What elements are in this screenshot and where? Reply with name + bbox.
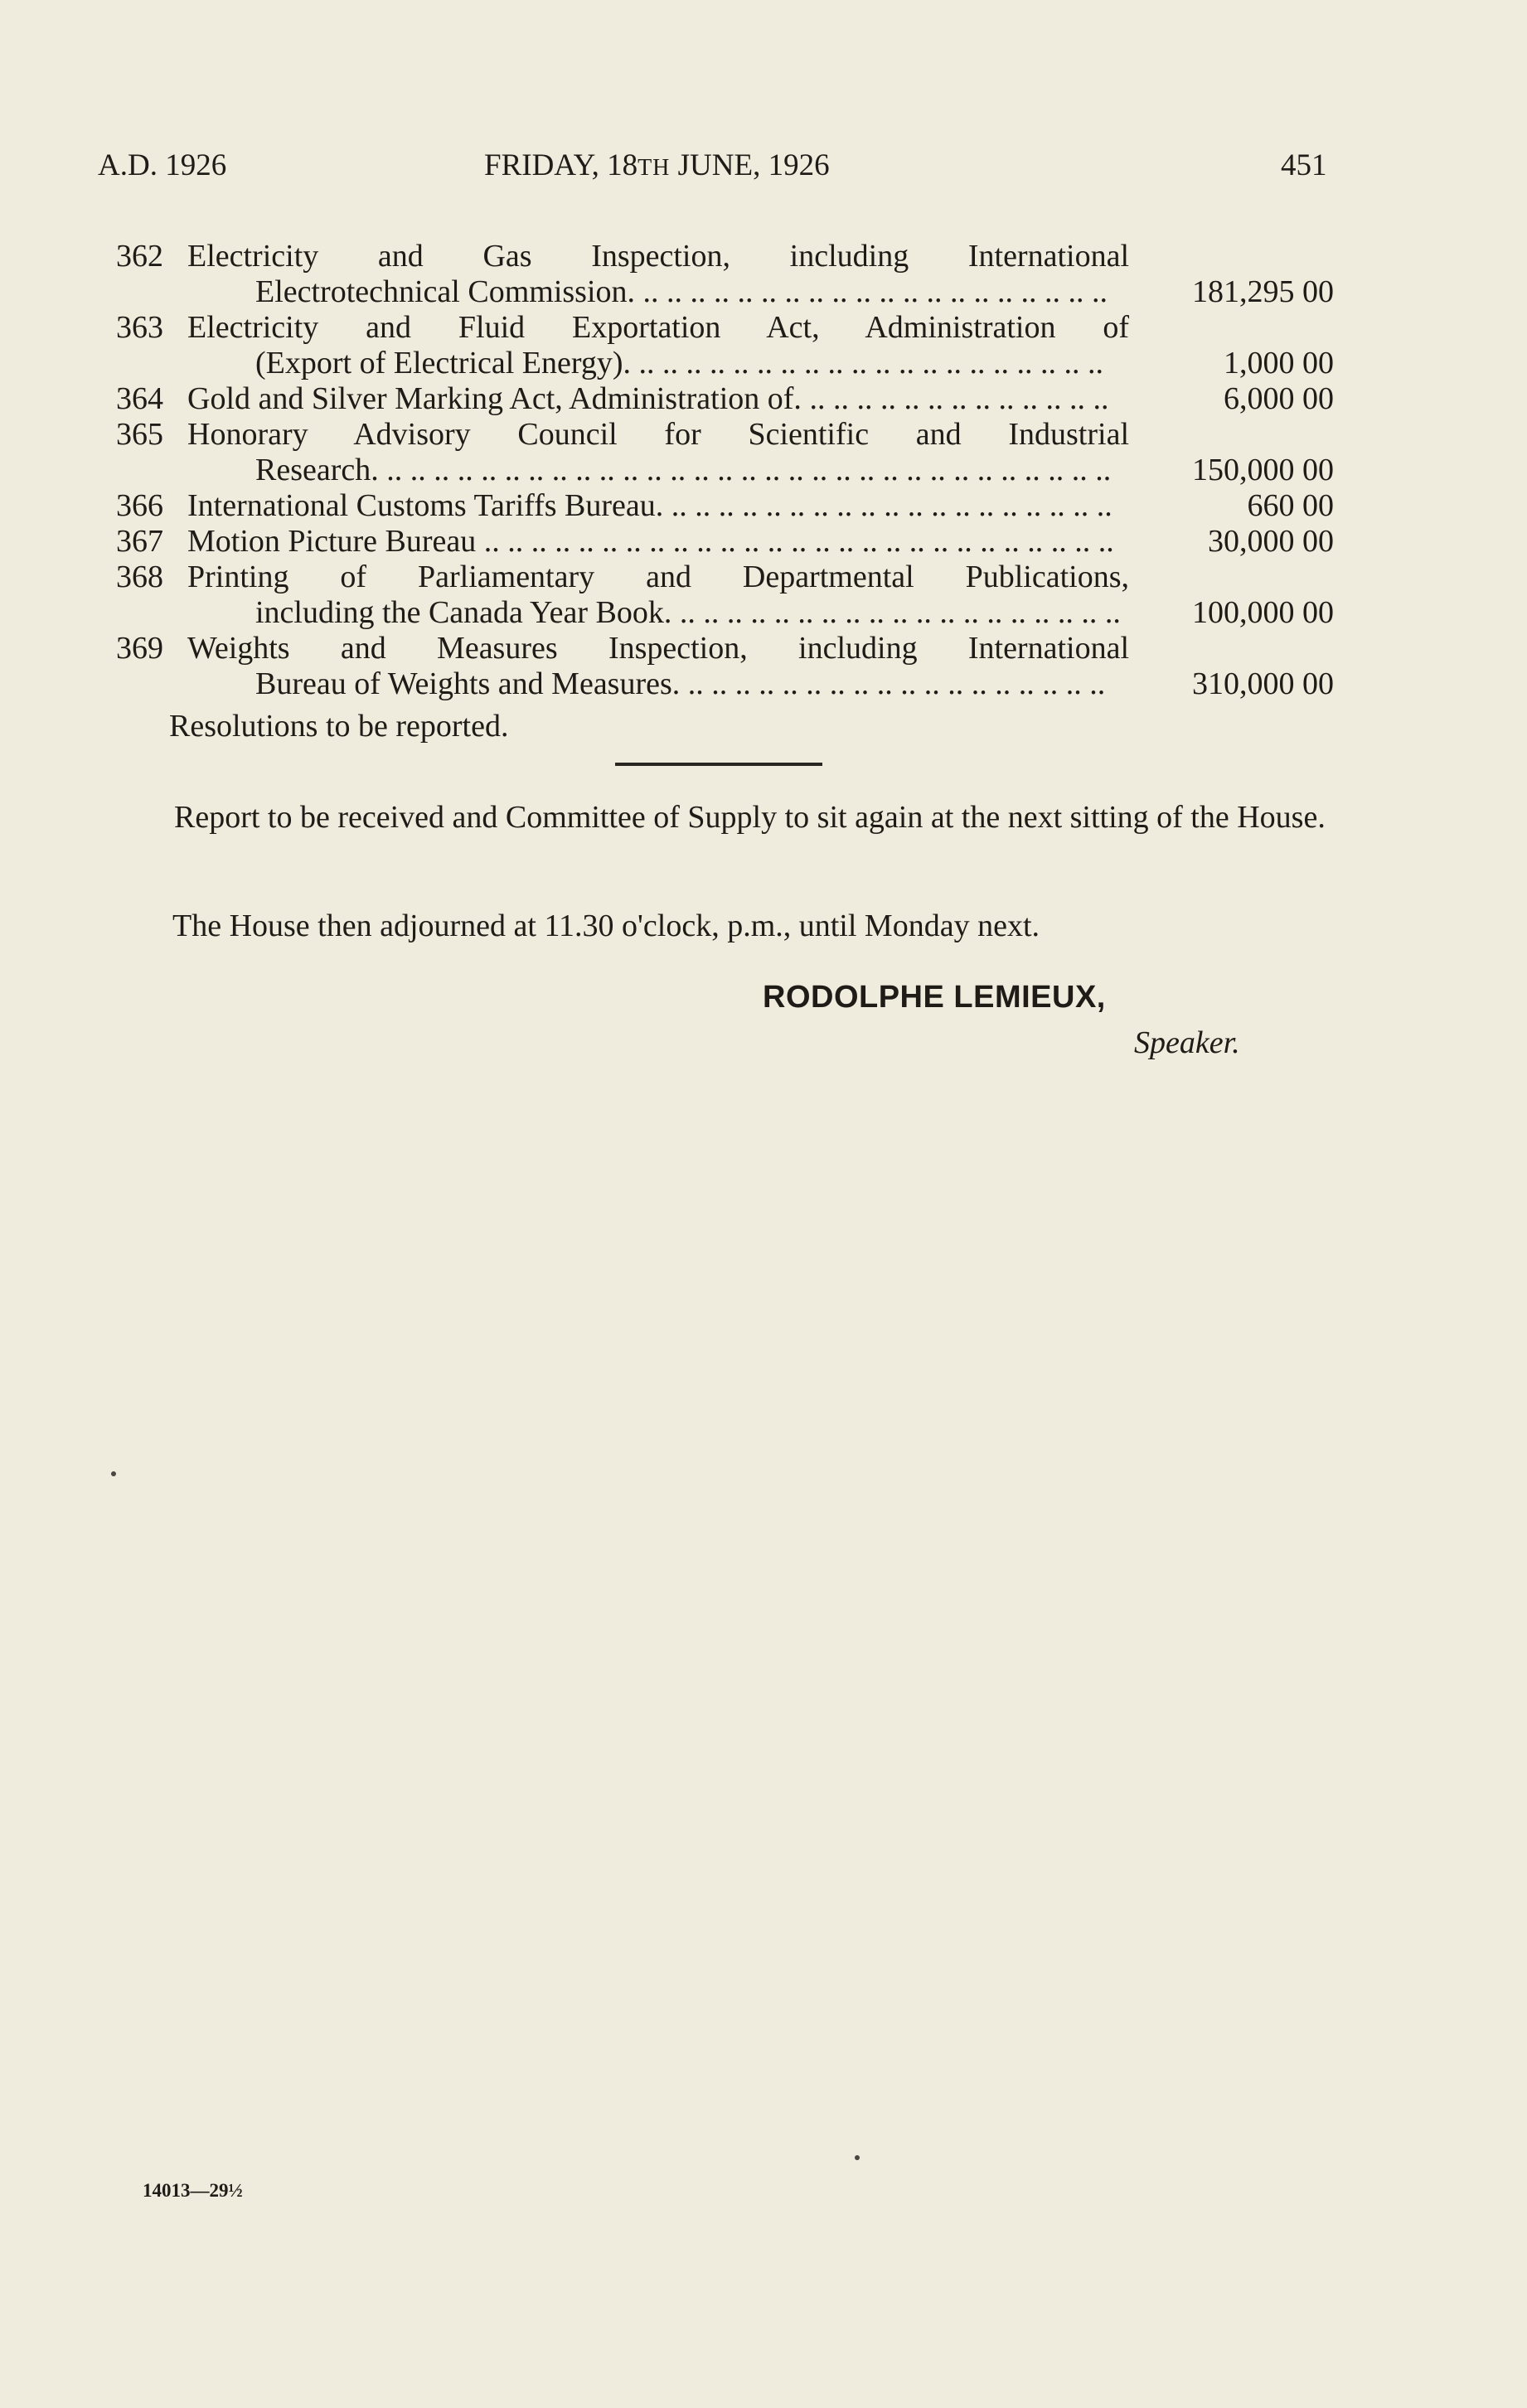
item-description: Honorary Advisory Council for Scientific and Industrial [187, 417, 1129, 452]
estimate-line [0, 239, 1527, 274]
item-number: 369 [116, 631, 163, 666]
resolutions-note: Resolutions to be reported. [169, 709, 509, 744]
item-number: 367 [116, 524, 163, 559]
page-header [0, 148, 1527, 189]
estimate-line [0, 595, 1527, 631]
item-amount: 150,000 00 [1192, 453, 1334, 487]
estimate-item [0, 524, 1527, 560]
estimate-item [0, 417, 1527, 488]
dot-leader: .. .. .. .. .. .. .. .. .. .. .. .. .. .. .. .. .. .. .. .. [635, 274, 1108, 309]
estimate-item [0, 560, 1527, 631]
report-paragraph: Report to be received and Committee of Supply to sit again at the next sitting of the House. [174, 800, 1326, 835]
estimate-line [0, 631, 1527, 666]
dot-leader: .. .. .. .. .. .. .. .. .. .. .. .. .. .. .. .. .. .. .. .. .. .. .. .. .. .. .. [476, 524, 1114, 559]
item-amount: 1,000 00 [1224, 346, 1334, 380]
speaker-title: Speaker. [1134, 1025, 1240, 1060]
estimate-line [0, 488, 1527, 524]
item-amount: 660 00 [1247, 488, 1334, 523]
estimate-line [0, 274, 1527, 310]
estimate-line [0, 417, 1527, 453]
estimate-item [0, 488, 1527, 524]
section-divider [615, 763, 822, 766]
item-description: Bureau of Weights and Measures. .. .. .. .. .. .. .. .. .. .. .. .. .. .. .. .. .. .. [255, 666, 1106, 701]
estimate-item [0, 310, 1527, 381]
item-description: Motion Picture Bureau .. .. .. .. .. .. .. .. .. .. .. .. .. .. .. .. .. .. .. .. .. .. .. .. .. .. .. [187, 524, 1114, 559]
item-amount: 6,000 00 [1224, 381, 1334, 416]
estimate-item [0, 381, 1527, 417]
item-amount: 181,295 00 [1192, 274, 1334, 309]
item-description: Electricity and Gas Inspection, including International [187, 239, 1129, 274]
estimate-line [0, 453, 1527, 488]
estimate-line [0, 381, 1527, 417]
paper-speck [855, 2155, 860, 2160]
adjournment-notice: The House then adjourned at 11.30 o'clock, p.m., until Monday next. [172, 908, 1040, 943]
item-description: including the Canada Year Book. .. .. .. .. .. .. .. .. .. .. .. .. .. .. .. .. .. .. .. [255, 595, 1121, 630]
item-amount: 310,000 00 [1192, 666, 1334, 701]
item-description: International Customs Tariffs Bureau. .. .. .. .. .. .. .. .. .. .. .. .. .. .. .. .. .. .. .. [187, 488, 1113, 523]
dot-leader: .. .. .. .. .. .. .. .. .. .. .. .. .. .. .. .. .. .. .. .. .. .. .. .. .. .. .. .. .. .. .. [378, 453, 1112, 487]
item-number: 365 [116, 417, 163, 452]
item-description: Weights and Measures Inspection, including International [187, 631, 1129, 666]
header-year: A.D. 1926 [98, 148, 227, 182]
dot-leader: .. .. .. .. .. .. .. .. .. .. .. .. .. [801, 381, 1109, 416]
item-number: 366 [116, 488, 163, 523]
item-number: 362 [116, 239, 163, 274]
estimate-line [0, 310, 1527, 346]
item-number: 368 [116, 560, 163, 594]
page-number: 451 [1281, 148, 1327, 182]
item-description: Electrotechnical Commission. .. .. .. .. .. .. .. .. .. .. .. .. .. .. .. .. .. .. .. .. [255, 274, 1108, 309]
item-description: Gold and Silver Marking Act, Administration of. .. .. .. .. .. .. .. .. .. .. .. .. .. [187, 381, 1109, 416]
item-description: Research. .. .. .. .. .. .. .. .. .. .. .. .. .. .. .. .. .. .. .. .. .. .. .. .. .. .. .. .. .. .. .. [255, 453, 1112, 487]
item-amount: 100,000 00 [1192, 595, 1334, 630]
printer-code: 14013—29½ [143, 2180, 243, 2201]
header-date: FRIDAY, 18TH JUNE, 1926 [484, 148, 830, 182]
estimate-line [0, 666, 1527, 702]
paper-speck [111, 1471, 116, 1476]
dot-leader: .. .. .. .. .. .. .. .. .. .. .. .. .. .. .. .. .. .. .. .. [631, 346, 1103, 380]
estimate-line [0, 346, 1527, 381]
dot-leader: .. .. .. .. .. .. .. .. .. .. .. .. .. .. .. .. .. .. .. [663, 488, 1113, 523]
item-description: Electricity and Fluid Exportation Act, Administration of [187, 310, 1129, 345]
dot-leader: .. .. .. .. .. .. .. .. .. .. .. .. .. .. .. .. .. .. [680, 666, 1106, 701]
dot-leader: .. .. .. .. .. .. .. .. .. .. .. .. .. .. .. .. .. .. .. [671, 595, 1121, 630]
estimate-item [0, 631, 1527, 702]
item-number: 364 [116, 381, 163, 416]
item-amount: 30,000 00 [1208, 524, 1334, 559]
estimate-line [0, 560, 1527, 595]
item-number: 363 [116, 310, 163, 345]
item-description: Printing of Parliamentary and Departmental Publications, [187, 560, 1129, 594]
estimate-item [0, 239, 1527, 310]
estimate-line [0, 524, 1527, 560]
estimates-list [0, 239, 1527, 702]
speaker-name: RODOLPHE LEMIEUX, [763, 980, 1106, 1015]
item-description: (Export of Electrical Energy). .. .. .. .. .. .. .. .. .. .. .. .. .. .. .. .. .. .. .. .. [255, 346, 1103, 380]
